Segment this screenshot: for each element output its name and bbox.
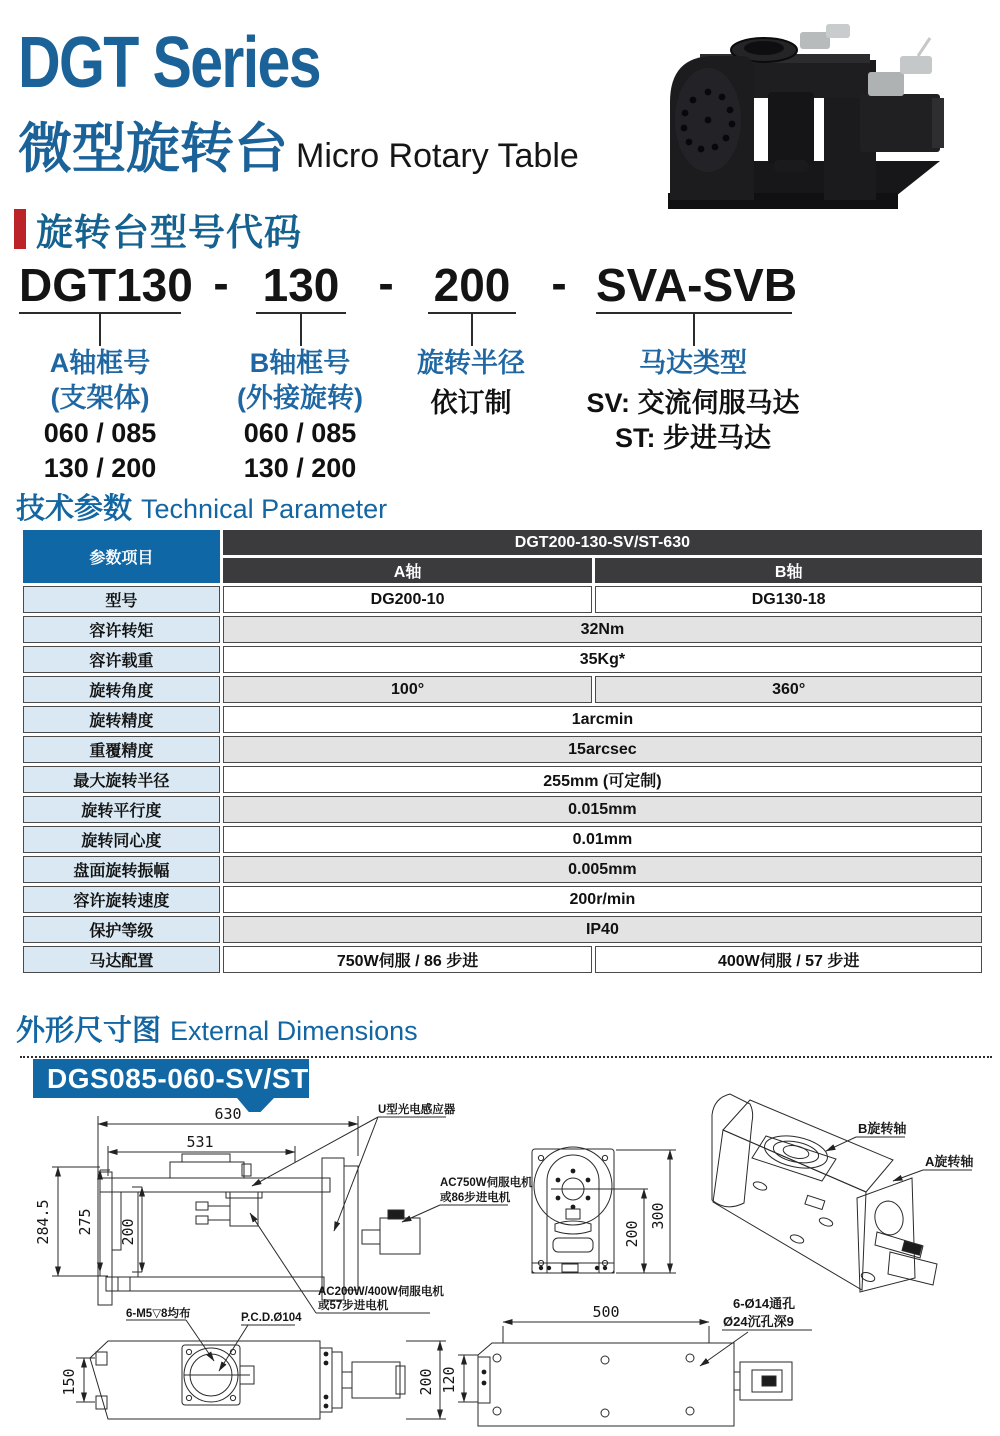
dim-200-plan: 200 [417, 1368, 435, 1396]
table-row: 旋转角度 100° 360° [23, 676, 982, 703]
dim-200-side: 200 [623, 1220, 641, 1248]
dim-300-side: 300 [649, 1202, 667, 1230]
axis-a-header: A轴 [223, 558, 593, 583]
table-row: 容许旋转速度 200r/min [23, 886, 982, 913]
base-plate-view-drawing [458, 1322, 812, 1426]
model-code-section-title: 旋转台型号代码 [36, 212, 302, 253]
dim-531: 531 [186, 1133, 214, 1151]
dim-200-front: 200 [119, 1218, 137, 1246]
tech-title-en: Technical Parameter [141, 494, 388, 524]
model-badge: DGS085-060-SV/ST [33, 1059, 309, 1098]
model-code-segment-b: 130 [262, 259, 340, 311]
dims-title-en: External Dimensions [170, 1016, 418, 1046]
subtitle-chinese: 微型旋转台 [18, 119, 288, 179]
table-row: 旋转同心度 0.01mm [23, 826, 982, 853]
model-code-segment-radius: 200 [433, 259, 511, 311]
table-row: 最大旋转半径 255mm (可定制) [23, 766, 982, 793]
page-title: DGT Series [18, 23, 320, 103]
label-through-holes-line2: Ø24沉孔深9 [723, 1314, 794, 1329]
dim-120-base: 120 [440, 1366, 458, 1394]
dim-284-5: 284.5 [34, 1199, 52, 1245]
table-row: 旋转精度 1arcmin [23, 706, 982, 733]
dim-275: 275 [76, 1208, 94, 1236]
code-dash: - [551, 257, 567, 309]
front-view-drawing [52, 1116, 508, 1313]
dim-630: 630 [214, 1105, 242, 1123]
label-tap-holes: 6-M5▽8均布 [126, 1308, 191, 1320]
table-row: 容许载重 35Kg* [23, 646, 982, 673]
axis-b-header: B轴 [595, 558, 982, 583]
table-row: 容许转矩 32Nm [23, 616, 982, 643]
table-row: 盘面旋转振幅 0.005mm [23, 856, 982, 883]
table-row: 保护等级 IP40 [23, 916, 982, 943]
table-model-header: DGT200-130-SV/ST-630 [223, 530, 982, 555]
code-legend-radius: 旋转半径 依订制 [417, 348, 525, 418]
subtitle-english: Micro Rotary Table [296, 137, 579, 175]
tech-title-cn: 技术参数 [16, 493, 133, 525]
label-pcd: P.C.D.Ø104 [241, 1312, 302, 1324]
code-legend-motor-type: 马达类型 SV: 交流伺服马达 ST: 步进马达 [586, 348, 800, 453]
code-legend-b-axis: B轴框号 (外接旋转) 060 / 085 130 / 200 [237, 348, 363, 483]
table-corner-cell: 参数项目 [23, 530, 220, 583]
label-b-axis: B旋转轴 [858, 1121, 907, 1136]
model-code-segment-a: DGT130 [19, 259, 193, 311]
code-dash: - [213, 257, 229, 309]
label-motor-b-line2: 或57步进电机 [318, 1300, 389, 1312]
isometric-view-drawing [712, 1094, 972, 1292]
product-photo [668, 24, 944, 209]
table-row: 旋转平行度 0.015mm [23, 796, 982, 823]
table-row: 马达配置 750W伺服 / 86 步进 400W伺服 / 57 步进 [23, 946, 982, 973]
code-legend-a-axis: A轴框号 (支架体) 060 / 085 130 / 200 [43, 348, 157, 483]
table-row: 型号 DG200-10 DG130-18 [23, 586, 982, 613]
dim-150-plan: 150 [60, 1368, 78, 1396]
code-dash: - [378, 257, 394, 309]
dims-title-cn: 外形尺寸图 [16, 1015, 162, 1047]
dim-500-base: 500 [592, 1303, 620, 1321]
label-u-sensor: U型光电感应器 [378, 1104, 456, 1116]
label-motor-b-line1: AC200W/400W伺服电机 [318, 1286, 444, 1298]
label-motor-a-line2: 或86步进电机 [440, 1192, 511, 1204]
label-a-axis: A旋转轴 [925, 1154, 974, 1169]
table-row: 重覆精度 15arcsec [23, 736, 982, 763]
label-through-holes-line1: 6-Ø14通孔 [733, 1296, 796, 1311]
model-code-segment-motor: SVA-SVB [596, 259, 798, 311]
label-motor-a-line1: AC750W伺服电机 [440, 1177, 533, 1189]
plan-view-drawing [76, 1320, 446, 1419]
